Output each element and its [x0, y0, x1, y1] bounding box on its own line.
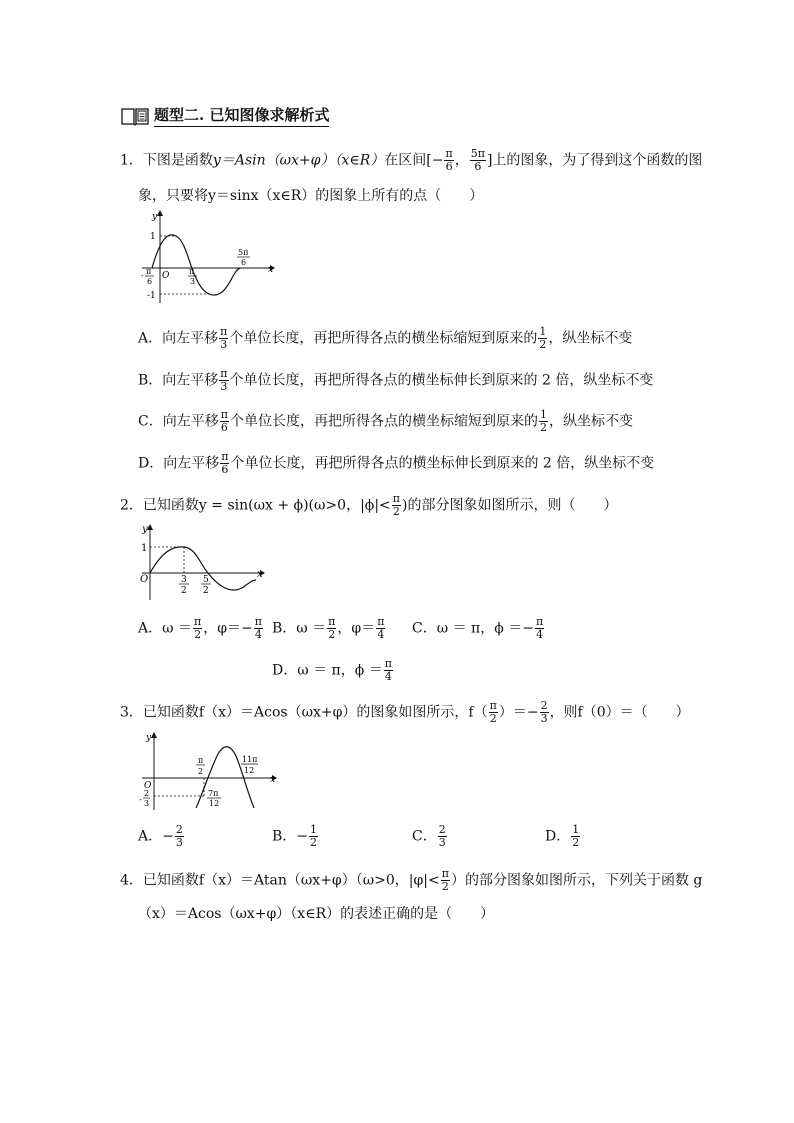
q1-option-b[interactable]: B．向左平移 $\frac{\pi}{3}$ 个单位长度，再把所得各点的横坐标伸长到原来的 2 倍，纵坐标不变 [138, 367, 654, 393]
q2-question: 2．已知函数y = sin(ωx + ϕ)(ω>0，|ϕ|< $\frac{\pi}{2}$ )的部分图象如图所示，则（ ） [120, 492, 618, 518]
svg-text:y: y [142, 524, 148, 535]
q2-option-b[interactable]: B．ω ＝ $\frac{\pi}{2}$ ，φ＝ $\frac{\pi}{4}$ [272, 615, 385, 641]
q1-graph-one: 1 [150, 232, 156, 242]
svg-text:y: y [146, 733, 152, 743]
book-icon [120, 105, 150, 127]
q1-option-a[interactable]: A．向左平移 $\frac{\pi}{3}$ 个单位长度，再把所得各点的横坐标缩短到原来的 $\frac{1}{2}$ ，纵坐标不变 [138, 325, 633, 351]
svg-text:π: π [146, 267, 152, 276]
q4-question-line2: （x）＝Acos（ωx+φ）（x∈R）的表述正确的是（ ） [138, 906, 495, 922]
q2-option-a[interactable]: A．ω ＝ $\frac{\pi}{2}$ ，φ＝− $\frac{\pi}{4}$ [138, 615, 262, 641]
q1-graph-x: x [268, 265, 274, 275]
q1-graph [138, 208, 278, 308]
svg-text:2: 2 [181, 586, 187, 596]
q1-graph-y: y [152, 212, 158, 222]
svg-text:12: 12 [244, 766, 255, 775]
q1-graph-origin: O [162, 271, 170, 281]
svg-text:2: 2 [203, 586, 209, 596]
q3-option-b[interactable]: B．− $\frac{1}{2}$ [272, 823, 318, 849]
q3-option-c[interactable]: C． $\frac{2}{3}$ [412, 823, 446, 849]
q3-question: 3．已知函数f（x）＝Acos（ωx+φ）的图象如图所示，f（ $\frac{\pi}{2}$ ）＝− $\frac{2}{3}$ ，则f（0）＝（ ） [120, 699, 690, 725]
svg-text:2: 2 [198, 767, 204, 776]
q2-option-c[interactable]: C．ω ＝ π，ϕ ＝− $\frac{\pi}{4}$ [412, 615, 544, 641]
svg-text:7π: 7π [208, 789, 219, 798]
svg-text:12: 12 [209, 799, 220, 808]
svg-text:5: 5 [203, 575, 209, 585]
q3-option-a[interactable]: A．− $\frac{2}{3}$ [138, 823, 183, 849]
q3-graph [138, 730, 280, 814]
svg-text:3: 3 [181, 575, 187, 585]
svg-text:π: π [189, 267, 195, 276]
svg-text:O: O [144, 781, 152, 791]
q1-option-d[interactable]: D．向左平移 $\frac{\pi}{6}$ 个单位长度，再把所得各点的横坐标伸长到原来的 2 倍，纵坐标不变 [138, 450, 655, 476]
section-title: 题型二. 已知图像求解析式 [154, 104, 329, 127]
section-header [120, 104, 329, 127]
q2-option-d[interactable]: D．ω ＝ π，ϕ ＝ $\frac{\pi}{4}$ [272, 657, 392, 683]
q3-option-d[interactable]: D． $\frac{1}{2}$ [545, 823, 580, 849]
svg-text:5π: 5π [238, 248, 249, 257]
svg-text:-: - [139, 795, 142, 804]
q1-line2: 象，只要将y＝sinx（x∈R）的图象上所有的点（ ） [138, 188, 484, 204]
svg-text:6: 6 [147, 277, 153, 286]
q2-graph [138, 522, 268, 604]
svg-text:3: 3 [190, 277, 196, 286]
svg-text:1: 1 [141, 543, 148, 554]
svg-text:x: x [270, 775, 276, 785]
svg-text:-: - [141, 271, 144, 280]
svg-text:6: 6 [241, 258, 247, 267]
svg-text:O: O [140, 574, 149, 585]
q1-option-c[interactable]: C．向左平移 $\frac{\pi}{6}$ 个单位长度，再把所得各点的横坐标缩短到原来的 $\frac{1}{2}$ ，纵坐标不变 [138, 408, 633, 434]
svg-text:x: x [257, 569, 263, 580]
svg-text:3: 3 [144, 799, 150, 808]
svg-text:2: 2 [144, 789, 150, 798]
q4-question-line1: 4．已知函数f（x）＝Atan（ωx+φ）（ω>0，|φ|< $\frac{\pi}{2}$ ）的部分图象如图所示，下列关于函数 g [120, 867, 703, 893]
svg-text:11π: 11π [242, 755, 258, 764]
q1-graph-neg-one: -1 [147, 291, 156, 301]
svg-text:π: π [198, 756, 204, 765]
q1-line1: 1．下图是函数y＝Asin（ωx+φ）（x∈R）在区间[− $\frac{\pi}{6}$ ， $\frac{5\pi}{6}$ ]上的图象，为了得到这个函数的图 [120, 147, 703, 173]
